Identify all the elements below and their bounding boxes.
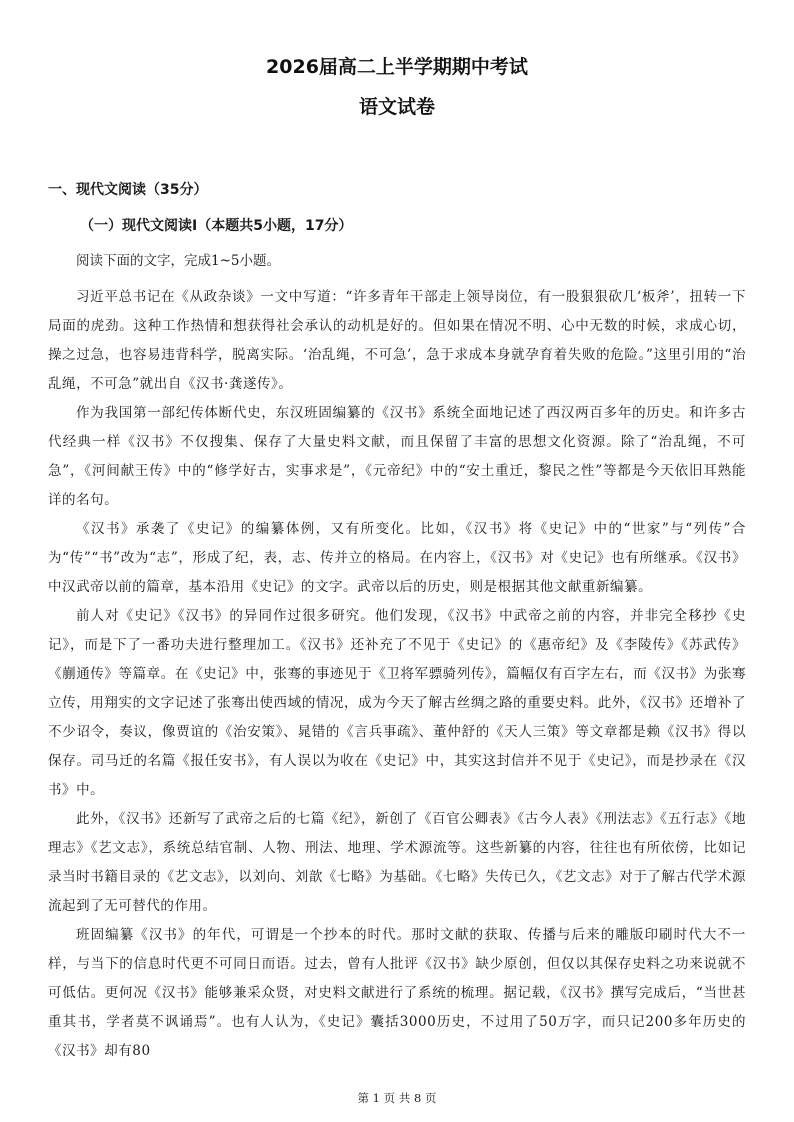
subsection-heading: （一）现代文阅读Ⅰ（本题共5小题，17分） — [80, 218, 353, 234]
exam-subtitle: 语文试卷 — [358, 96, 435, 118]
passage-paragraph-1: 习近平总书记在《从政杂谈》一文中写道：“许多青年干部走上领导岗位，有一股狠狠砍几‘板斧’，扭转一下局面的虎劲。这种工作热情和想获得社会承认的动机是好的。但如果在情况不明、心中无数的时候，求成心切，操之过急，也容易违背科学，脱离实际。‘治乱绳，不可急’，急于求成本身就孕育着失败的危险。”这里引用的“治乱绳，不可急”就出自《汉书·龚遂传》。 — [48, 289, 746, 392]
exam-title: 2026届高二上半学期期中考试 — [266, 56, 528, 78]
passage-paragraph-4: 前人对《史记》《汉书》的异同作过很多研究。他们发现，《汉书》中武帝之前的内容，并非完全移抄《史记》，而是下了一番功夫进行整理加工。《汉书》还补充了不见于《史记》的《惠帝纪》及《李陵传》《苏武传》《蒯通传》等篇章。在《史记》中，张骞的事迹见于《卫将军骠骑列传》，篇幅仅有百字左右，而《汉书》为张骞立传，用翔实的文字记述了张骞出使西域的情况，成为今天了解古丝绸之路的重要史料。此外，《汉书》还增补了不少诏令，奏议，像贾谊的《治安策》、晁错的《言兵事疏》、董仲舒的《天人三策》等文章都是赖《汉书》得以保存。司马迁的名篇《报任安书》，有人误以为收在《史记》中，其实这封信并不见于《史记》，而是抄录在《汉书》中。 — [48, 608, 746, 798]
passage-paragraph-5: 此外，《汉书》还新写了武帝之后的七篇《纪》，新创了《百官公卿表》《古今人表》《刑法志》《五行志》《地理志》《艺文志》，系统总结官制、人物、刑法、地理、学术源流等。这些新纂的内容，往往也有所依傍，比如记录当时书籍目录的《艺文志》，以刘向、刘歆《七略》为基础。《七略》失传已久，《艺文志》对于了解古代学术源流起到了无可替代的作用。 — [48, 811, 746, 914]
section-heading: 一、现代文阅读（35分） — [48, 182, 208, 198]
passage-paragraph-6: 班固编纂《汉书》的年代，可谓是一个抄本的时代。那时文献的获取、传播与后来的雕版印刷时代大不一样，与当下的信息时代更不可同日而语。过去，曾有人批评《汉书》缺少原创，但仅以其保存史料之功来说就不可低估。更何况《汉书》能够兼采众贤，对史料文献进行了系统的梳理。据记载，《汉书》撰写完成后，“当世甚重其书，学者莫不讽诵焉”。也有人认为，《史记》囊括3000历史，不过用了50万字，而只记200多年历史的《汉书》却有80 — [48, 927, 746, 1059]
reading-instruction: 阅读下面的文字，完成1~5小题。 — [76, 253, 280, 269]
passage-paragraph-3: 《汉书》承袭了《史记》的编纂体例，又有所变化。比如，《汉书》将《史记》中的“世家”与“列传”合为“传”“书”改为“志”，形成了纪，表，志、传并立的格局。在内容上，《汉书》对《史记》也有所继承。《汉书》中汉武帝以前的篇章，基本沿用《史记》的文字。武帝以后的历史，则是根据其他文献重新编纂。 — [48, 521, 746, 595]
page-number: 第 1 页 共 8 页 — [357, 1091, 437, 1105]
passage-paragraph-2: 作为我国第一部纪传体断代史，东汉班固编纂的《汉书》系统全面地记述了西汉两百多年的历史。和许多古代经典一样《汉书》不仅搜集、保存了大量史料文献，而且保留了丰富的思想文化资源。除了“治乱绳，不可急”，《河间献王传》中的“修学好古，实事求是”，《元帝纪》中的“安土重迁，黎民之性”等都是今天依旧耳熟能详的名句。 — [48, 405, 746, 508]
reading-passage — [48, 283, 746, 1066]
